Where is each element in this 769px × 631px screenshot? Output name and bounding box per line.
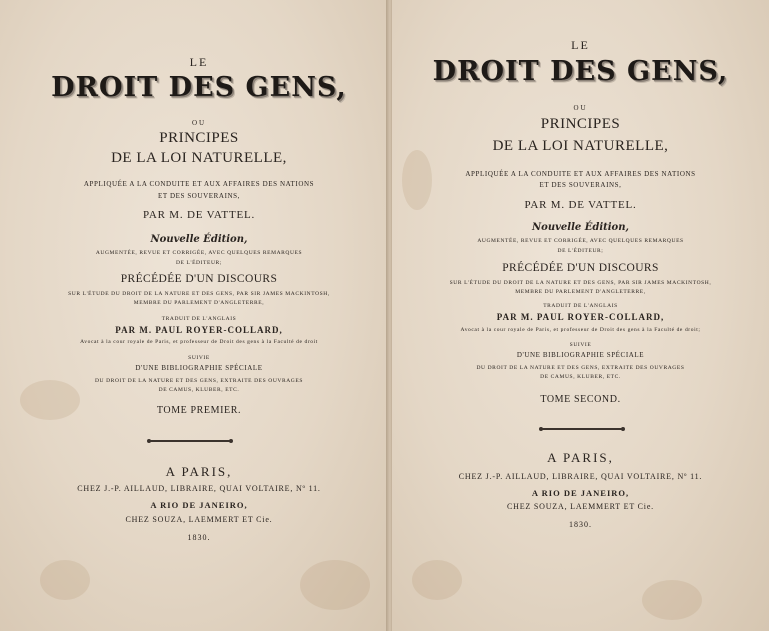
augmentee-line-1: AUGMENTÉE, REVUE ET CORRIGÉE, AVEC QUELQUES REMARQUES [95,250,303,256]
publisher-line: CHEZ J.-P. AILLAUD, LIBRAIRE, QUAI VOLTAIRE, Nº 11. [458,472,703,481]
precedee-line: PRÉCÉDÉE D'UN DISCOURS [120,273,278,285]
edition-line: Nouvelle Édition, [532,222,629,233]
author-line: PAR M. DE VATTEL. [142,209,256,221]
appliquee-line-1: APPLIQUÉE A LA CONDUITE ET AUX AFFAIRES DES NATIONS [465,170,696,178]
souza-line: CHEZ SOUZA, LAEMMERT ET Cie. [507,502,654,511]
discours-line-1: SUR L'ÉTUDE DU DROIT DE LA NATURE ET DES GENS, PAR SIR JAMES MACKINTOSH, [68,291,330,297]
book-title: DROIT DES GENS, [432,56,729,87]
right-title-page [392,0,769,631]
discours-line-2: MEMBRE DU PARLEMENT D'ANGLETERRE, [515,289,646,295]
rio-line: A RIO DE JANEIRO, [150,500,248,510]
suivie-line: SUIVIE [188,355,210,361]
translator-line: PAR M. PAUL ROYER-COLLARD, [496,312,665,322]
avocat-line: Avocat à la cour royale de Paris, et professeur de Droit des gens à la Faculté de droit; [460,327,701,333]
ou-label: OU [191,119,207,127]
year-line: 1830. [569,520,592,529]
city-line: A PARIS, [165,464,233,479]
droit-nature-line-2: DE CAMUS, KLUBER, ETC. [540,374,621,380]
bibliographie-line: D'UNE BIBLIOGRAPHIE SPÉCIALE [135,364,263,372]
suivie-line: SUIVIE [569,342,592,348]
tome-line: TOME PREMIER. [156,405,242,416]
discours-line-2: MEMBRE DU PARLEMENT D'ANGLETERRE, [133,300,265,306]
year-line: 1830. [187,533,211,542]
author-line: PAR M. DE VATTEL. [524,199,637,211]
translator-line: PAR M. PAUL ROYER-COLLARD, [115,325,283,335]
augmentee-line-1: AUGMENTÉE, REVUE ET CORRIGÉE, AVEC QUELQUES REMARQUES [477,238,684,244]
ou-label: OU [573,104,588,112]
city-line: A PARIS, [547,450,614,465]
droit-nature-line-1: DU DROIT DE LA NATURE ET DES GENS, EXTRAITE DES OUVRAGES [94,378,304,384]
book-title: DROIT DES GENS, [51,72,347,103]
bibliographie-line: D'UNE BIBLIOGRAPHIE SPÉCIALE [516,351,645,359]
augmentee-line-2: DE L'ÉDITEUR; [557,248,604,254]
rio-line: A RIO DE JANEIRO, [531,488,630,498]
le-label: LE [189,55,209,69]
avocat-line: Avocat à la cour royale de Paris, et professeur de Droit des gens à la Faculté de droit [80,339,318,345]
principes-heading: PRINCIPES [159,130,239,146]
ornamental-rule [150,440,230,442]
droit-nature-line-2: DE CAMUS, KLUBER, ETC. [158,387,240,393]
appliquee-line-1: APPLIQUÉE A LA CONDUITE ET AUX AFFAIRES DES NATIONS [83,180,315,188]
droit-nature-line-1: DU DROIT DE LA NATURE ET DES GENS, EXTRAITE DES OUVRAGES [476,365,685,371]
le-label: LE [571,38,590,52]
ornamental-rule [542,428,622,430]
discours-line-1: SUR L'ÉTUDE DU DROIT DE LA NATURE ET DES GENS, PAR SIR JAMES MACKINTOSH, [449,280,712,286]
loi-heading: DE LA LOI NATURELLE, [492,138,669,154]
souza-line: CHEZ SOUZA, LAEMMERT ET Cie. [125,515,273,524]
tome-line: TOME SECOND. [540,394,621,405]
traduit-line: TRADUIT DE L'ANGLAIS [161,316,237,322]
appliquee-line-2: ET DES SOUVERAINS, [157,192,241,200]
traduit-line: TRADUIT DE L'ANGLAIS [543,303,618,309]
loi-heading: DE LA LOI NATURELLE, [111,150,287,166]
precedee-line: PRÉCÉDÉE D'UN DISCOURS [502,262,659,274]
publisher-line: CHEZ J.-P. AILLAUD, LIBRAIRE, QUAI VOLTAIRE, Nº 11. [77,484,321,493]
edition-line: Nouvelle Édition, [150,234,248,245]
augmentee-line-2: DE L'ÉDITEUR; [176,260,222,266]
appliquee-line-2: ET DES SOUVERAINS, [539,181,622,189]
principes-heading: PRINCIPES [540,116,621,132]
